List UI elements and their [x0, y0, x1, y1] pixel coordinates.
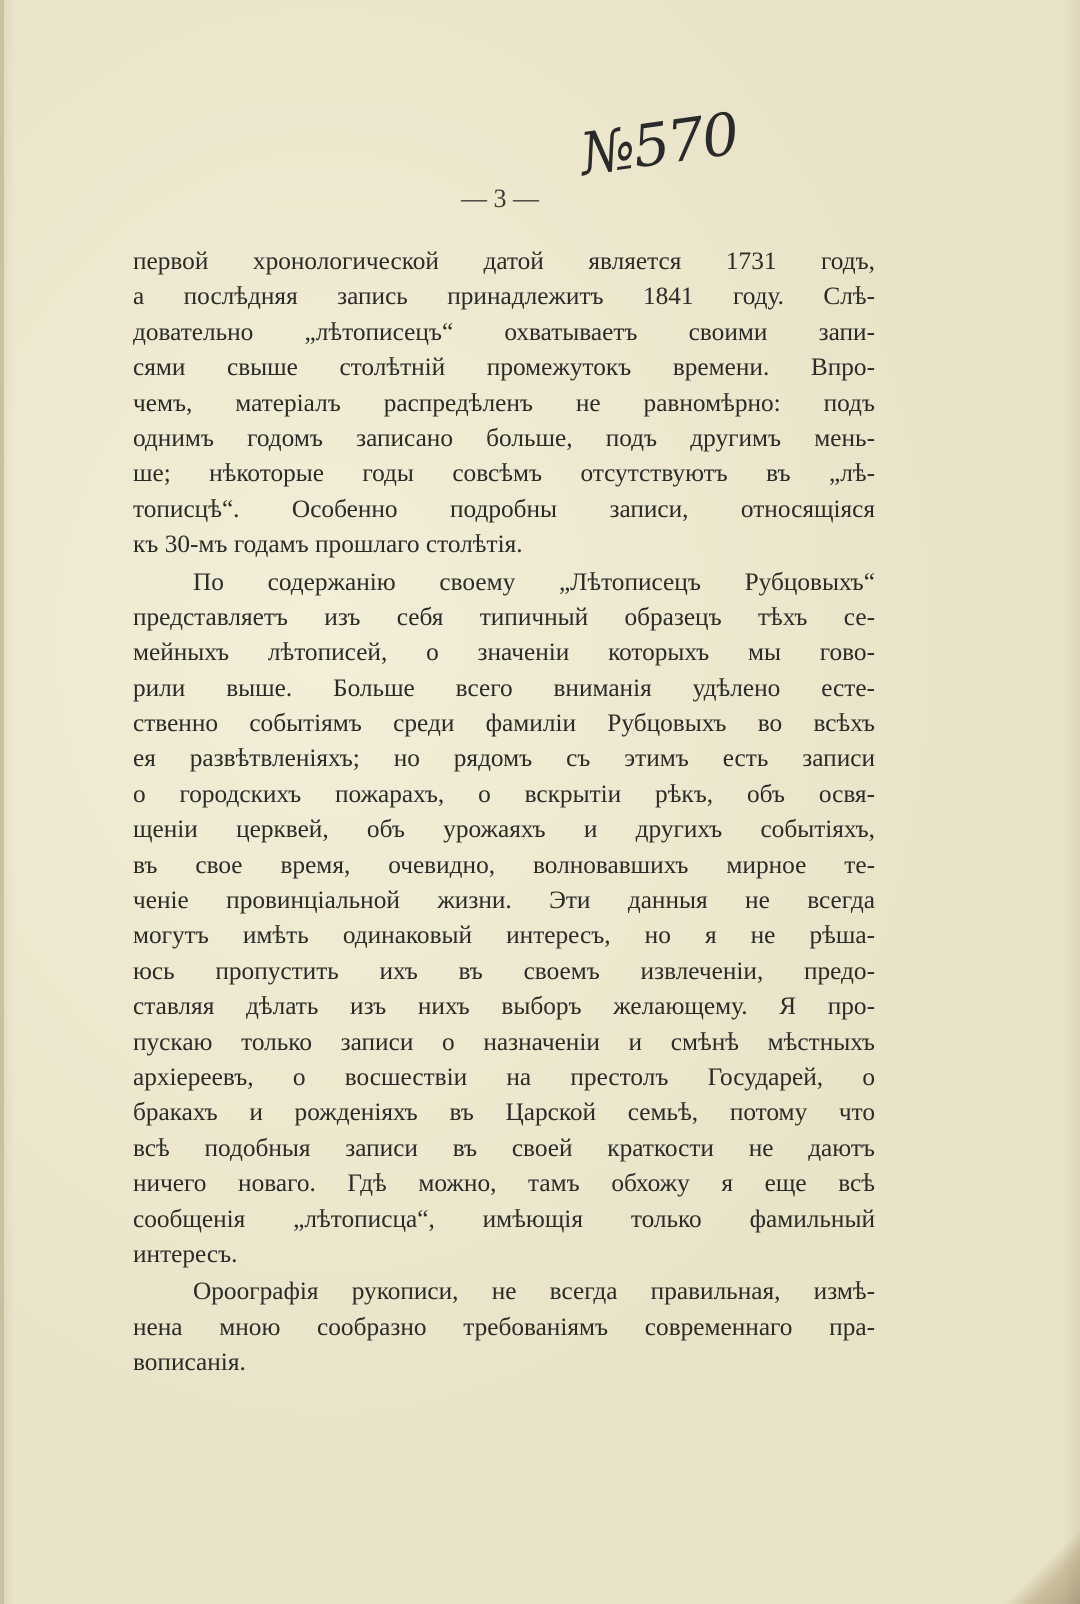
body-text	[133, 244, 875, 1381]
page-edge-shadow	[0, 0, 4, 1604]
text-line: щеніи церквей, объ урожаяхъ и другихъ событіяхъ,	[133, 815, 875, 844]
text-line: сообщенія „лѣтописца“, имѣющія только фамильный	[133, 1204, 875, 1233]
text-line: однимъ годомъ записано больше, подъ другимъ мень-	[133, 423, 875, 452]
text-line: интересъ.	[133, 1239, 238, 1268]
text-line: вописанія.	[133, 1348, 246, 1377]
text-line: ше; нѣкоторые годы совсѣмъ отсутствуютъ въ „лѣ-	[133, 459, 875, 488]
text-line: чемъ, матеріалъ распредѣленъ не равномѣрно: подъ	[133, 388, 875, 417]
paragraph-1	[133, 244, 875, 563]
paragraph-2	[133, 565, 875, 1273]
text-line: довательно „лѣтописецъ“ охватываетъ своими запи-	[133, 317, 875, 346]
text-line: бракахъ и рожденіяхъ въ Царской семьѣ, потому что	[133, 1098, 875, 1127]
text-line: рили выше. Больше всего вниманія удѣлено есте-	[133, 673, 875, 702]
text-line: сями свыше столѣтній промежутокъ времени. Впро-	[133, 353, 875, 382]
text-line: могутъ имѣть одинаковый интересъ, но я не рѣша-	[133, 921, 875, 950]
text-line: первой хронологической датой является 1731 годъ,	[133, 247, 875, 275]
text-line: ставляя дѣлать изъ нихъ выборъ желающему. Я про-	[133, 992, 875, 1021]
text-line: о городскихъ пожарахъ, о вскрытіи рѣкъ, объ освя-	[133, 779, 875, 808]
text-line: нена мною сообразно требованіямъ современнаго пра-	[133, 1312, 875, 1341]
text-line: ея развѣтвленіяхъ; но рядомъ съ этимъ есть записи	[133, 744, 875, 773]
text-line: ченіе провинціальной жизни. Эти данныя не всегда	[133, 886, 875, 915]
page-number: — 3 —	[461, 184, 539, 213]
text-line: всѣ подобныя записи въ своей краткости не даютъ	[133, 1133, 875, 1162]
text-line: ничего новаго. Гдѣ можно, тамъ обхожу я еще всѣ	[133, 1169, 875, 1198]
text-line: въ свое время, очевидно, волновавшихъ мирное те-	[133, 850, 875, 879]
text-line: ственно событіямъ среди фамиліи Рубцовыхъ во всѣхъ	[133, 709, 875, 738]
handwritten-inventory-number: №570	[576, 99, 742, 189]
text-line: пускаю только записи о назначеніи и смѣнѣ мѣстныхъ	[133, 1027, 875, 1056]
text-line: а послѣдняя запись принадлежитъ 1841 году. Слѣ-	[133, 282, 875, 311]
text-line: архіереевъ, о восшествіи на престолъ Государей, о	[133, 1062, 875, 1091]
text-line: къ 30-мъ годамъ прошлаго столѣтія.	[133, 530, 523, 559]
text-line: юсь пропустить ихъ въ своемъ извлеченіи, предо-	[133, 956, 875, 985]
text-line: тописцѣ“. Особенно подробны записи, относящіяся	[133, 494, 875, 523]
text-line: По содержанію своему „Лѣтописецъ Рубцовыхъ“	[193, 567, 875, 596]
text-line: Ороографія рукописи, не всегда правильная, измѣ-	[193, 1277, 875, 1306]
worn-corner	[1000, 1514, 1080, 1604]
text-line: представляетъ изъ себя типичный образецъ тѣхъ се-	[133, 602, 875, 631]
text-line: мейныхъ лѣтописей, о значеніи которыхъ мы гово-	[133, 638, 875, 667]
paragraph-3	[133, 1274, 875, 1380]
